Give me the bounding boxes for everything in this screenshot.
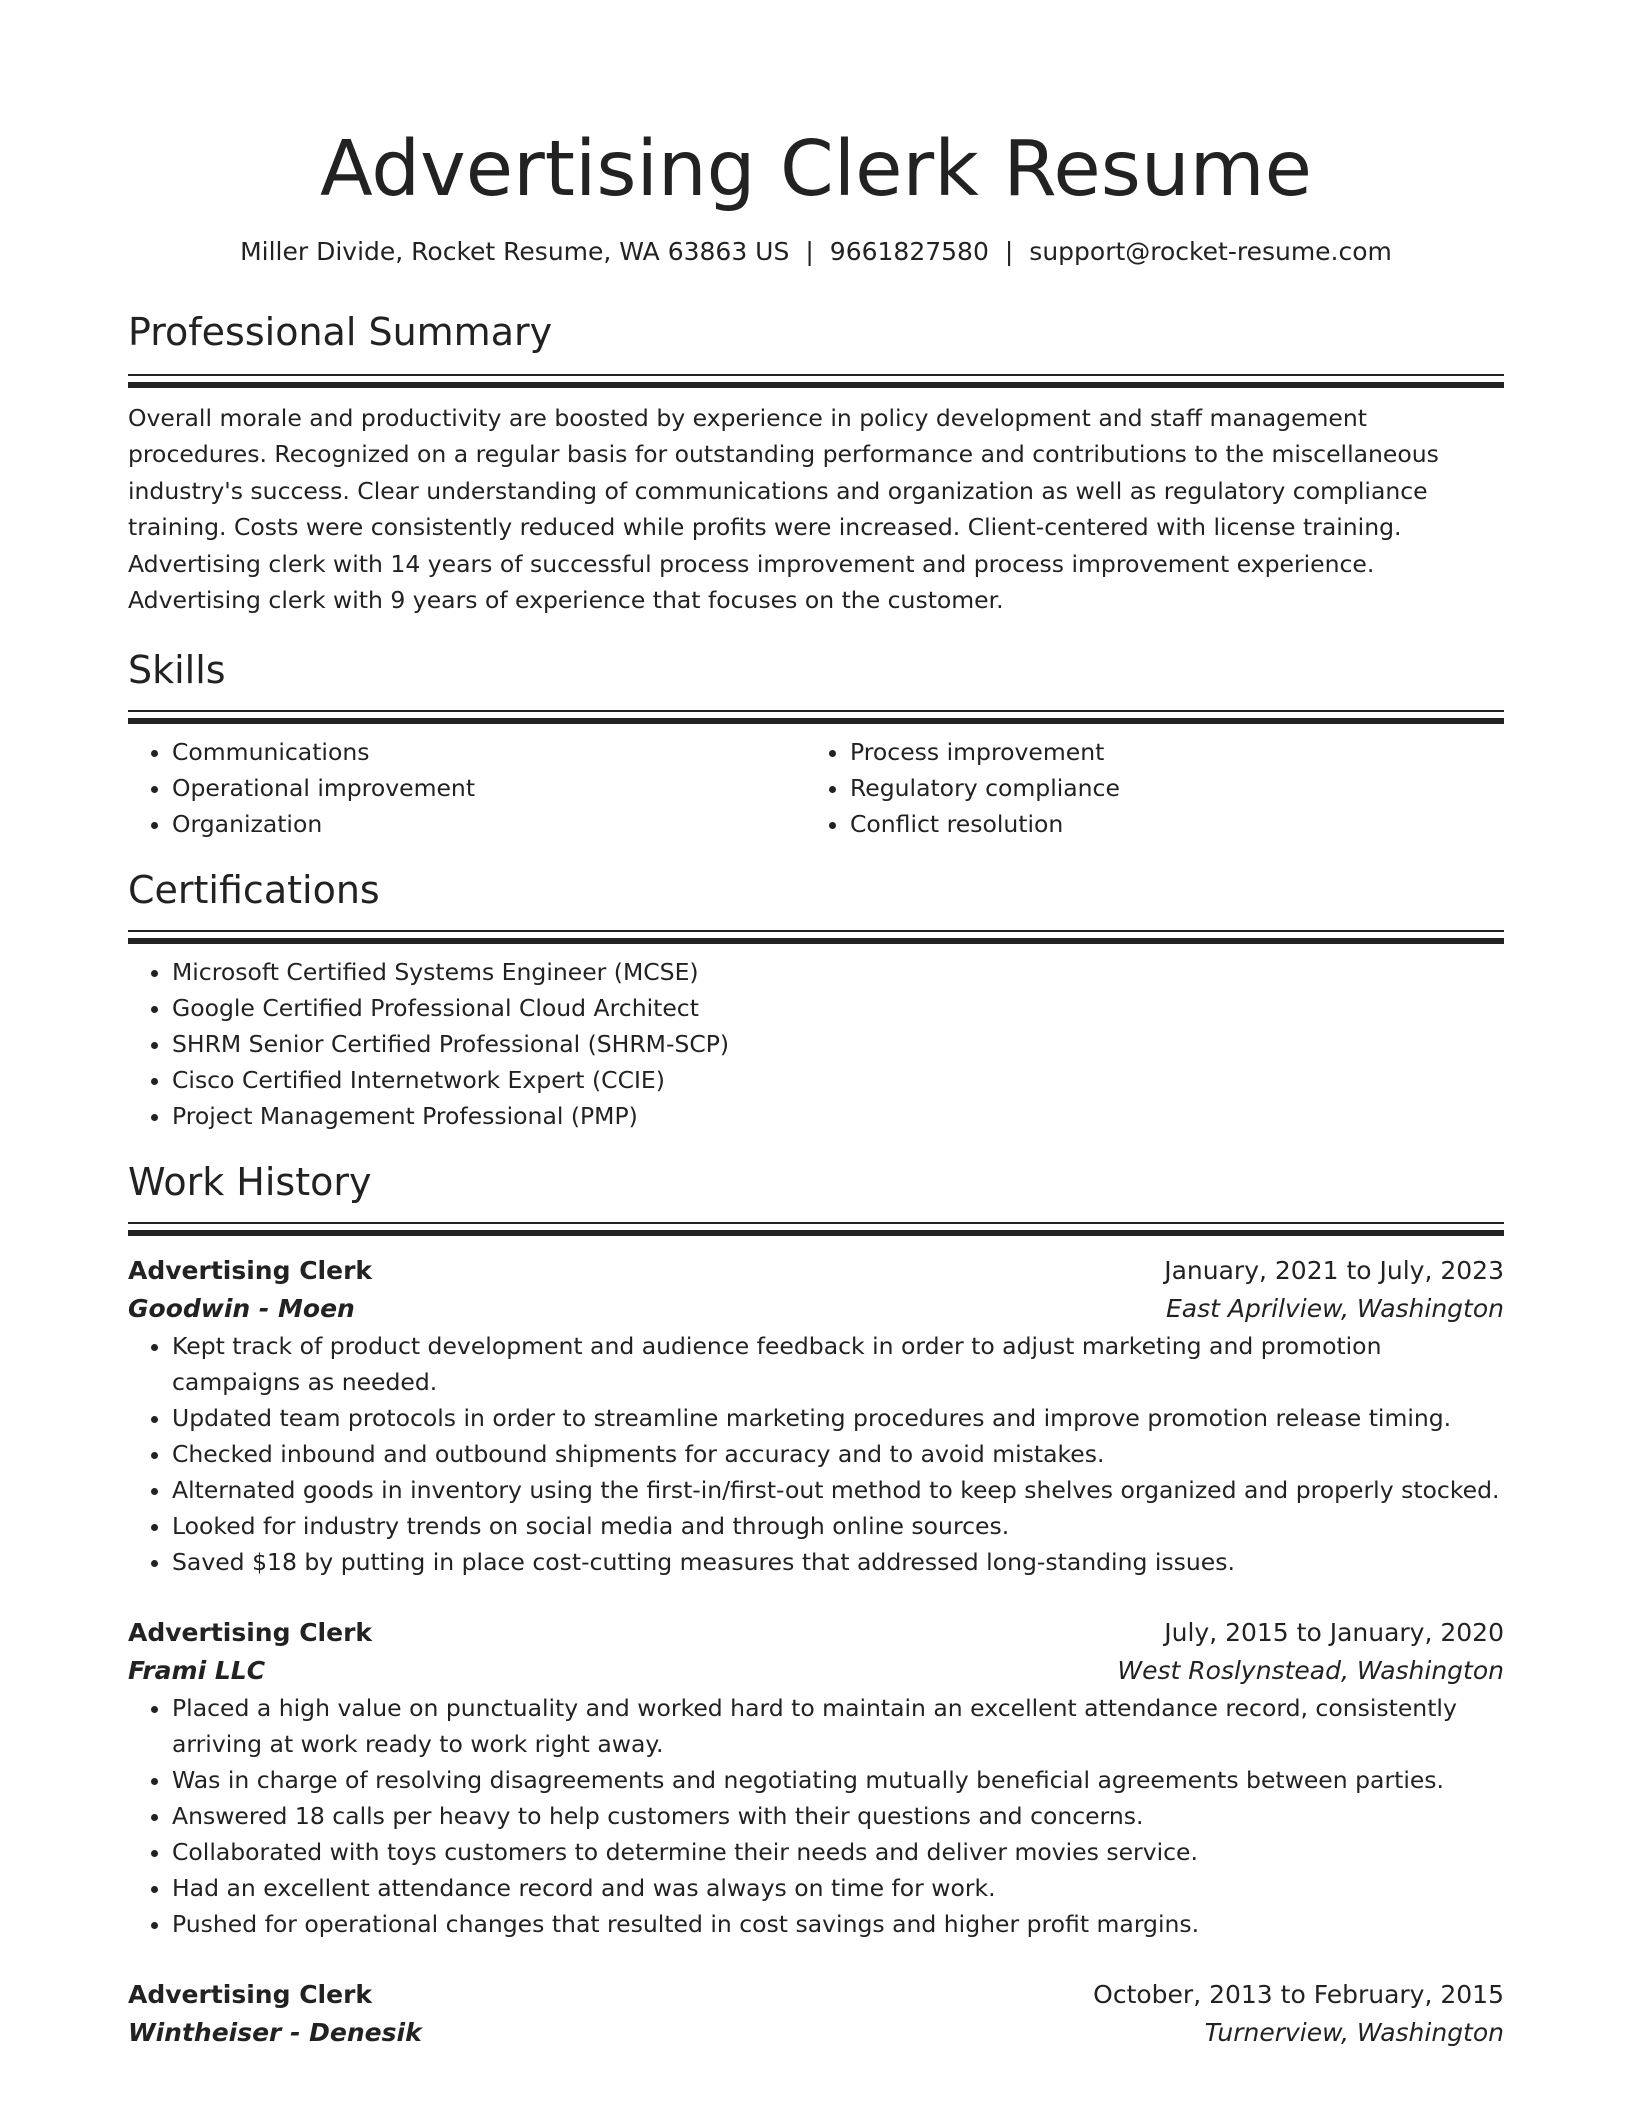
skill-item: • Process improvement bbox=[850, 734, 1484, 770]
skill-item: • Operational improvement bbox=[172, 770, 806, 806]
section-divider bbox=[128, 718, 1504, 724]
job-location: East Aprilview, Washington bbox=[1165, 1294, 1504, 1324]
resume-title: Advertising Clerk Resume bbox=[319, 125, 1312, 214]
skills-column-right bbox=[806, 734, 1484, 842]
job-bullet: • Collaborated with toys customers to determine their needs and deliver movies service. bbox=[172, 1834, 1504, 1870]
contact-phone: 9661827580 bbox=[829, 237, 989, 266]
job-header bbox=[128, 1976, 1504, 2014]
section-divider bbox=[128, 930, 1504, 932]
section-heading-summary: Professional Summary bbox=[128, 310, 553, 354]
job-bullet: • Answered 18 calls per heavy to help customers with their questions and concerns. bbox=[172, 1798, 1504, 1834]
job-location: West Roslynstead, Washington bbox=[1117, 1656, 1504, 1686]
certifications-section bbox=[128, 864, 1504, 1134]
job-subheader bbox=[128, 1290, 1504, 1328]
skill-item: • Communications bbox=[172, 734, 806, 770]
job-bullet: • Placed a high value on punctuality and worked hard to maintain an excellent attendance record, consistently arriving at work ready to work right away. bbox=[172, 1690, 1504, 1762]
skill-item: • Regulatory compliance bbox=[850, 770, 1484, 806]
job-entry bbox=[128, 1614, 1504, 1942]
contact-separator: | bbox=[1004, 237, 1014, 266]
job-header bbox=[128, 1252, 1504, 1290]
certification-item: • SHRM Senior Certified Professional (SHRM-SCP) bbox=[172, 1026, 1504, 1062]
job-company: Goodwin - Moen bbox=[128, 1294, 355, 1324]
job-bullets bbox=[128, 1328, 1504, 1580]
job-subheader bbox=[128, 1652, 1504, 1690]
contact-separator: | bbox=[805, 237, 814, 266]
job-bullet: • Was in charge of resolving disagreements and negotiating mutually beneficial agreements between parties. bbox=[172, 1762, 1504, 1798]
section-divider bbox=[128, 710, 1504, 712]
job-bullets bbox=[128, 1690, 1504, 1942]
section-heading-work-history: Work History bbox=[128, 1160, 372, 1205]
summary-text: Overall morale and productivity are boosted by experience in policy development and staff management procedures. Recognized on a regular basis for outstanding performance and contributions to the miscellaneous industry's success. Clear understanding of communications and organization as well as regulatory compliance training. Costs were consistently reduced while profits were increased. Client-centered with license training. Advertising clerk with 14 years of successful process improvement and process improvement experience. Advertising clerk with 9 years of experience that focuses on the customer. bbox=[128, 404, 1439, 615]
section-divider bbox=[128, 382, 1504, 388]
job-bullet: • Updated team protocols in order to streamline marketing procedures and improve promotion release timing. bbox=[172, 1400, 1504, 1436]
job-bullet: • Had an excellent attendance record and was always on time for work. bbox=[172, 1870, 1504, 1906]
job-bullet: • Looked for industry trends on social media and through online sources. bbox=[172, 1508, 1504, 1544]
job-entry bbox=[128, 1252, 1504, 1580]
job-bullet: • Checked inbound and outbound shipments for accuracy and to avoid mistakes. bbox=[172, 1436, 1504, 1472]
certification-item: • Microsoft Certified Systems Engineer (MCSE) bbox=[172, 954, 1504, 990]
summary-section bbox=[128, 306, 1504, 618]
job-company: Wintheiser - Denesik bbox=[128, 2018, 422, 2048]
job-title: Advertising Clerk bbox=[128, 1980, 373, 2010]
section-divider bbox=[128, 1222, 1504, 1224]
section-divider bbox=[128, 938, 1504, 944]
section-heading-certifications: Certifications bbox=[128, 868, 380, 913]
certification-list bbox=[128, 954, 1504, 1134]
contact-address: Miller Divide, Rocket Resume, WA 63863 US bbox=[240, 237, 790, 266]
job-subheader bbox=[128, 2014, 1504, 2052]
job-dates: January, 2021 to July, 2023 bbox=[1164, 1256, 1504, 1286]
job-bullet: • Pushed for operational changes that resulted in cost savings and higher profit margins. bbox=[172, 1906, 1504, 1942]
certification-item: • Google Certified Professional Cloud Architect bbox=[172, 990, 1504, 1026]
job-entry bbox=[128, 1976, 1504, 2052]
job-bullet: • Alternated goods in inventory using the first-in/first-out method to keep shelves organized and properly stocked. bbox=[172, 1472, 1504, 1508]
section-heading-skills: Skills bbox=[128, 648, 226, 693]
certification-item: • Project Management Professional (PMP) bbox=[172, 1098, 1504, 1134]
contact-email: support@rocket-resume.com bbox=[1029, 237, 1392, 266]
work-history-section bbox=[128, 1156, 1504, 2052]
job-company: Frami LLC bbox=[128, 1656, 266, 1686]
job-dates: July, 2015 to January, 2020 bbox=[1164, 1618, 1504, 1648]
resume-page bbox=[128, 0, 1504, 2052]
contact-line bbox=[128, 234, 1504, 270]
job-dates: October, 2013 to February, 2015 bbox=[1093, 1980, 1504, 2010]
job-header bbox=[128, 1614, 1504, 1652]
job-bullet: • Saved $18 by putting in place cost-cutting measures that addressed long-standing issues. bbox=[172, 1544, 1504, 1580]
certification-item: • Cisco Certified Internetwork Expert (CCIE) bbox=[172, 1062, 1504, 1098]
skill-item: • Organization bbox=[172, 806, 806, 842]
job-title: Advertising Clerk bbox=[128, 1256, 373, 1286]
skills-section bbox=[128, 644, 1504, 842]
job-title: Advertising Clerk bbox=[128, 1618, 373, 1648]
skills-grid bbox=[128, 734, 1504, 842]
section-divider bbox=[128, 374, 1504, 376]
skill-item: • Conflict resolution bbox=[850, 806, 1484, 842]
job-location: Turnerview, Washington bbox=[1204, 2018, 1504, 2048]
section-divider bbox=[128, 1230, 1504, 1236]
job-bullet: • Kept track of product development and audience feedback in order to adjust marketing and promotion campaigns as needed. bbox=[172, 1328, 1504, 1400]
skills-column-left bbox=[128, 734, 806, 842]
